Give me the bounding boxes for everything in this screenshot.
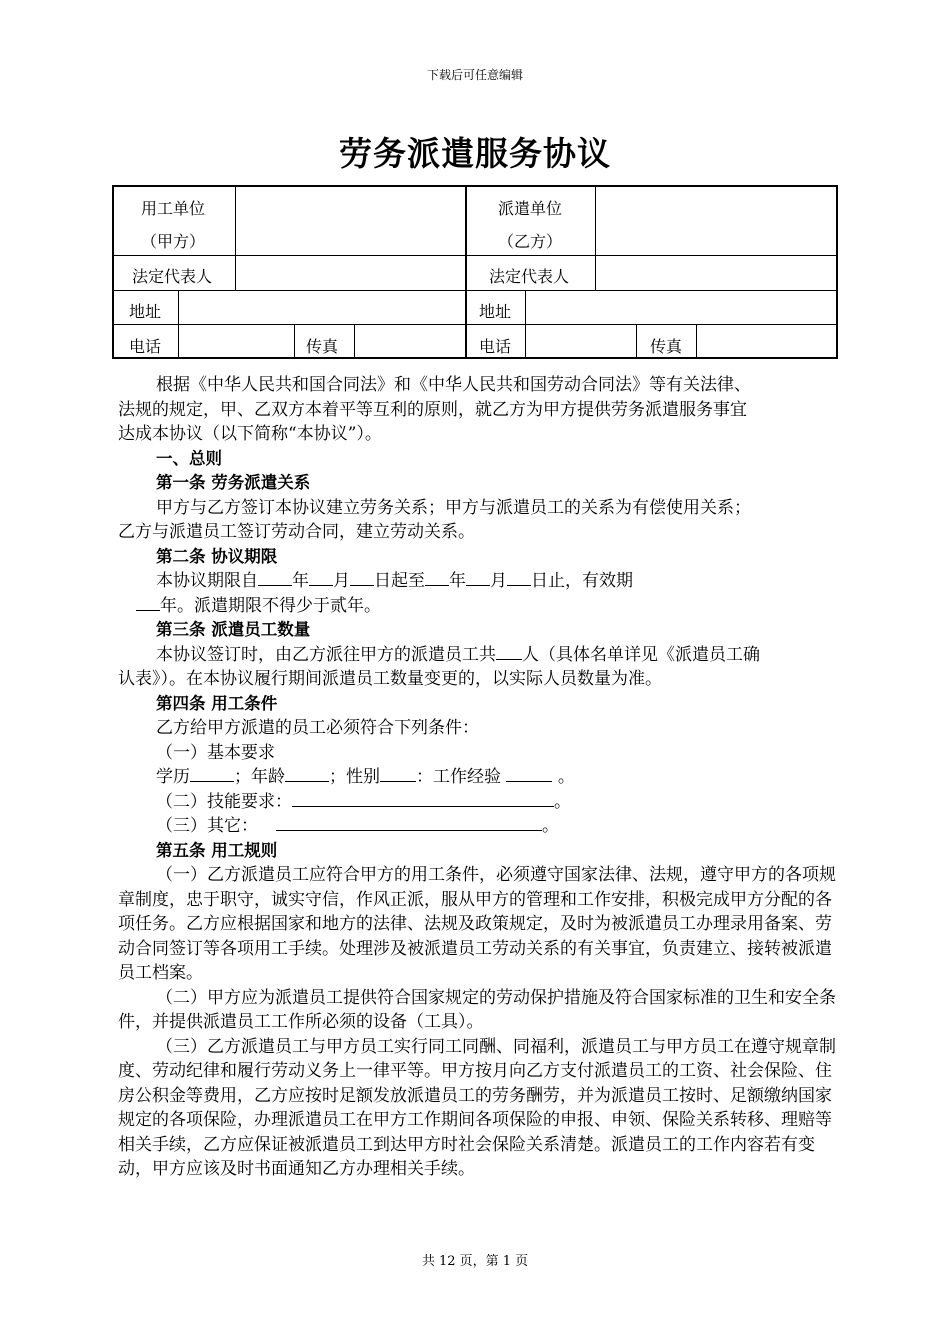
article-1-title: 第一条 劳务派遣关系 (156, 473, 311, 492)
blank-field (506, 765, 552, 782)
phone-right-label: 电话 (479, 337, 512, 356)
art4-text: ；年龄 (234, 767, 285, 787)
table-center-divider (465, 187, 467, 357)
party-info-table (112, 185, 838, 359)
table-col-divider (595, 187, 596, 290)
article-1-line-2: 乙方与派遣员工签订劳动合同，建立劳动关系。 (118, 522, 475, 542)
blank-field (380, 765, 416, 782)
address-right-label: 地址 (479, 302, 512, 321)
article-4-title: 第四条 用工条件 (156, 693, 278, 713)
article-3-title: 第三条 派遣员工数量 (156, 620, 311, 639)
blank-field (285, 765, 329, 782)
art2-text: 月 (333, 571, 350, 591)
dispatcher-label: 派遣单位 (498, 199, 563, 218)
art2-text: 本协议期限自 (156, 571, 258, 591)
table-col-divider (294, 324, 295, 357)
article-5-paragraph-1: （一）乙方派遣员工应符合甲方的用工条件，必须遵守国家法律、法规，遵守甲方的各项规章制度，忠于职守，诚实守信，作风正派，服从甲方的管理和工作安排，积极完成甲方分配的各项任务。乙方应根据国家和地方的法律、法规及政策规定，及时为被派遣员工办理录用备案、劳动合同签订等各项用工手续。处理涉及被派遣员工劳动关系的有关事宜，负责建立、接转被派遣员工档案。 (118, 865, 836, 983)
blank-field (292, 790, 554, 807)
blank-field (350, 569, 374, 586)
article-5-paragraph-2: （二）甲方应为派遣员工提供符合国家规定的劳动保护措施及符合国家标准的卫生和安全条件，并提供派遣员工工作所必须的设备（工具）。 (118, 987, 836, 1032)
art4-text: 。 (557, 767, 575, 787)
fax-right-label: 传真 (650, 337, 683, 356)
art2-text: 日止，有效期 (531, 571, 633, 591)
art4-text: 。 (542, 816, 559, 836)
employer-party: （甲方） (141, 232, 206, 251)
table-col-divider (354, 324, 355, 357)
blank-field (190, 765, 234, 782)
art2-text: 日起至 (374, 571, 425, 591)
art3-text: 人（具体名单详见《派遣员工确 (522, 644, 760, 665)
art4-text: ：工作经验 (416, 767, 501, 787)
fax-left-label: 传真 (306, 337, 339, 356)
article-2-title: 第二条 协议期限 (156, 546, 278, 566)
article-4-line-4 (118, 790, 838, 815)
agreement-body (118, 373, 838, 1182)
article-5-title: 第五条 用工规则 (156, 840, 278, 860)
page-footer: 共 12 页，第 1 页 (421, 1254, 529, 1269)
blank-field (258, 569, 292, 586)
employer-label: 用工单位 (141, 199, 206, 218)
legal-rep-left-label: 法定代表人 (132, 267, 213, 286)
blank-field (466, 569, 490, 586)
section-heading: 一、总则 (156, 448, 222, 468)
article-4-line-3 (118, 765, 838, 790)
article-5-paragraph-3: （三）乙方派遣员工与甲方员工实行同工同酬、同福利，派遣员工与甲方员工在遵守规章制度、劳动纪律和履行劳动义务上一律平等。甲方按月向乙方支付派遣员工的工资、社会保险、住房公积金等费用，乙方应按时足额发放派遣员工的劳务酬劳，并为派遣员工按时、足额缴纳国家规定的各项保险，办理派遣员工在甲方工作期间各项保险的申报、申领、保险关系转移、理赔等相关手续，乙方应保证被派遣员工到达甲方时社会保险关系清楚。派遣员工的工作内容若有变动，甲方应该及时书面通知乙方办理相关手续。 (118, 1036, 836, 1179)
blank-field (136, 594, 160, 611)
article-2-line-2 (118, 594, 838, 619)
phone-left-label: 电话 (129, 337, 162, 356)
art4-text: （二）技能要求： (156, 791, 292, 812)
document-title: 劳务派遣服务协议 (339, 134, 611, 173)
table-row-divider (114, 324, 836, 325)
article-3-line-1 (118, 643, 838, 668)
art3-text: 本协议签订时，由乙方派往甲方的派遣员工共 (156, 644, 496, 665)
blank-field (309, 569, 333, 586)
art4-text: 学历 (156, 767, 190, 787)
table-col-divider (636, 324, 637, 357)
address-left-label: 地址 (129, 302, 162, 321)
table-col-divider (696, 324, 697, 357)
table-col-divider (235, 187, 236, 290)
intro-line-2: 法规的规定，甲、乙双方本着平等互利的原则，就乙方为甲方提供劳务派遣服务事宜 (118, 399, 747, 420)
table-col-divider (525, 290, 526, 357)
blank-field (276, 814, 542, 831)
art2-text: 年 (449, 571, 466, 591)
table-row-divider (114, 255, 836, 256)
article-4-line-1: 乙方给甲方派遣的员工必须符合下列条件： (156, 718, 479, 738)
article-4-line-2: （一）基本要求 (156, 742, 275, 763)
art4-text: （三）其它： (156, 816, 258, 836)
table-row-divider (114, 290, 836, 291)
intro-line-3: 达成本协议（以下简称“本协议”）。 (118, 424, 382, 444)
art4-text: ；性别 (329, 767, 380, 787)
art2-text: 年。派遣期限不得少于贰年。 (160, 595, 381, 616)
article-1-line-1: 甲方与乙方签订本协议建立劳务关系；甲方与派遣员工的关系为有偿使用关系； (156, 497, 751, 518)
blank-field (425, 569, 449, 586)
article-2-line-1 (118, 569, 838, 594)
art2-text: 年 (292, 571, 309, 591)
blank-field (496, 643, 522, 660)
legal-rep-right-label: 法定代表人 (489, 267, 570, 286)
blank-field (507, 569, 531, 586)
article-3-line-2: 认表》）。在本协议履行期间派遣员工数量变更的，以实际人员数量为准。 (118, 669, 662, 689)
art2-text: 月 (490, 571, 507, 591)
table-col-divider (178, 290, 179, 357)
header-note: 下载后可任意编辑 (426, 68, 523, 82)
art4-text: 。 (554, 791, 571, 812)
article-4-line-5 (118, 814, 838, 839)
dispatcher-party: （乙方） (498, 232, 563, 251)
intro-line-1: 根据《中华人民共和国合同法》和《中华人民共和国劳动合同法》等有关法律、 (156, 375, 751, 395)
